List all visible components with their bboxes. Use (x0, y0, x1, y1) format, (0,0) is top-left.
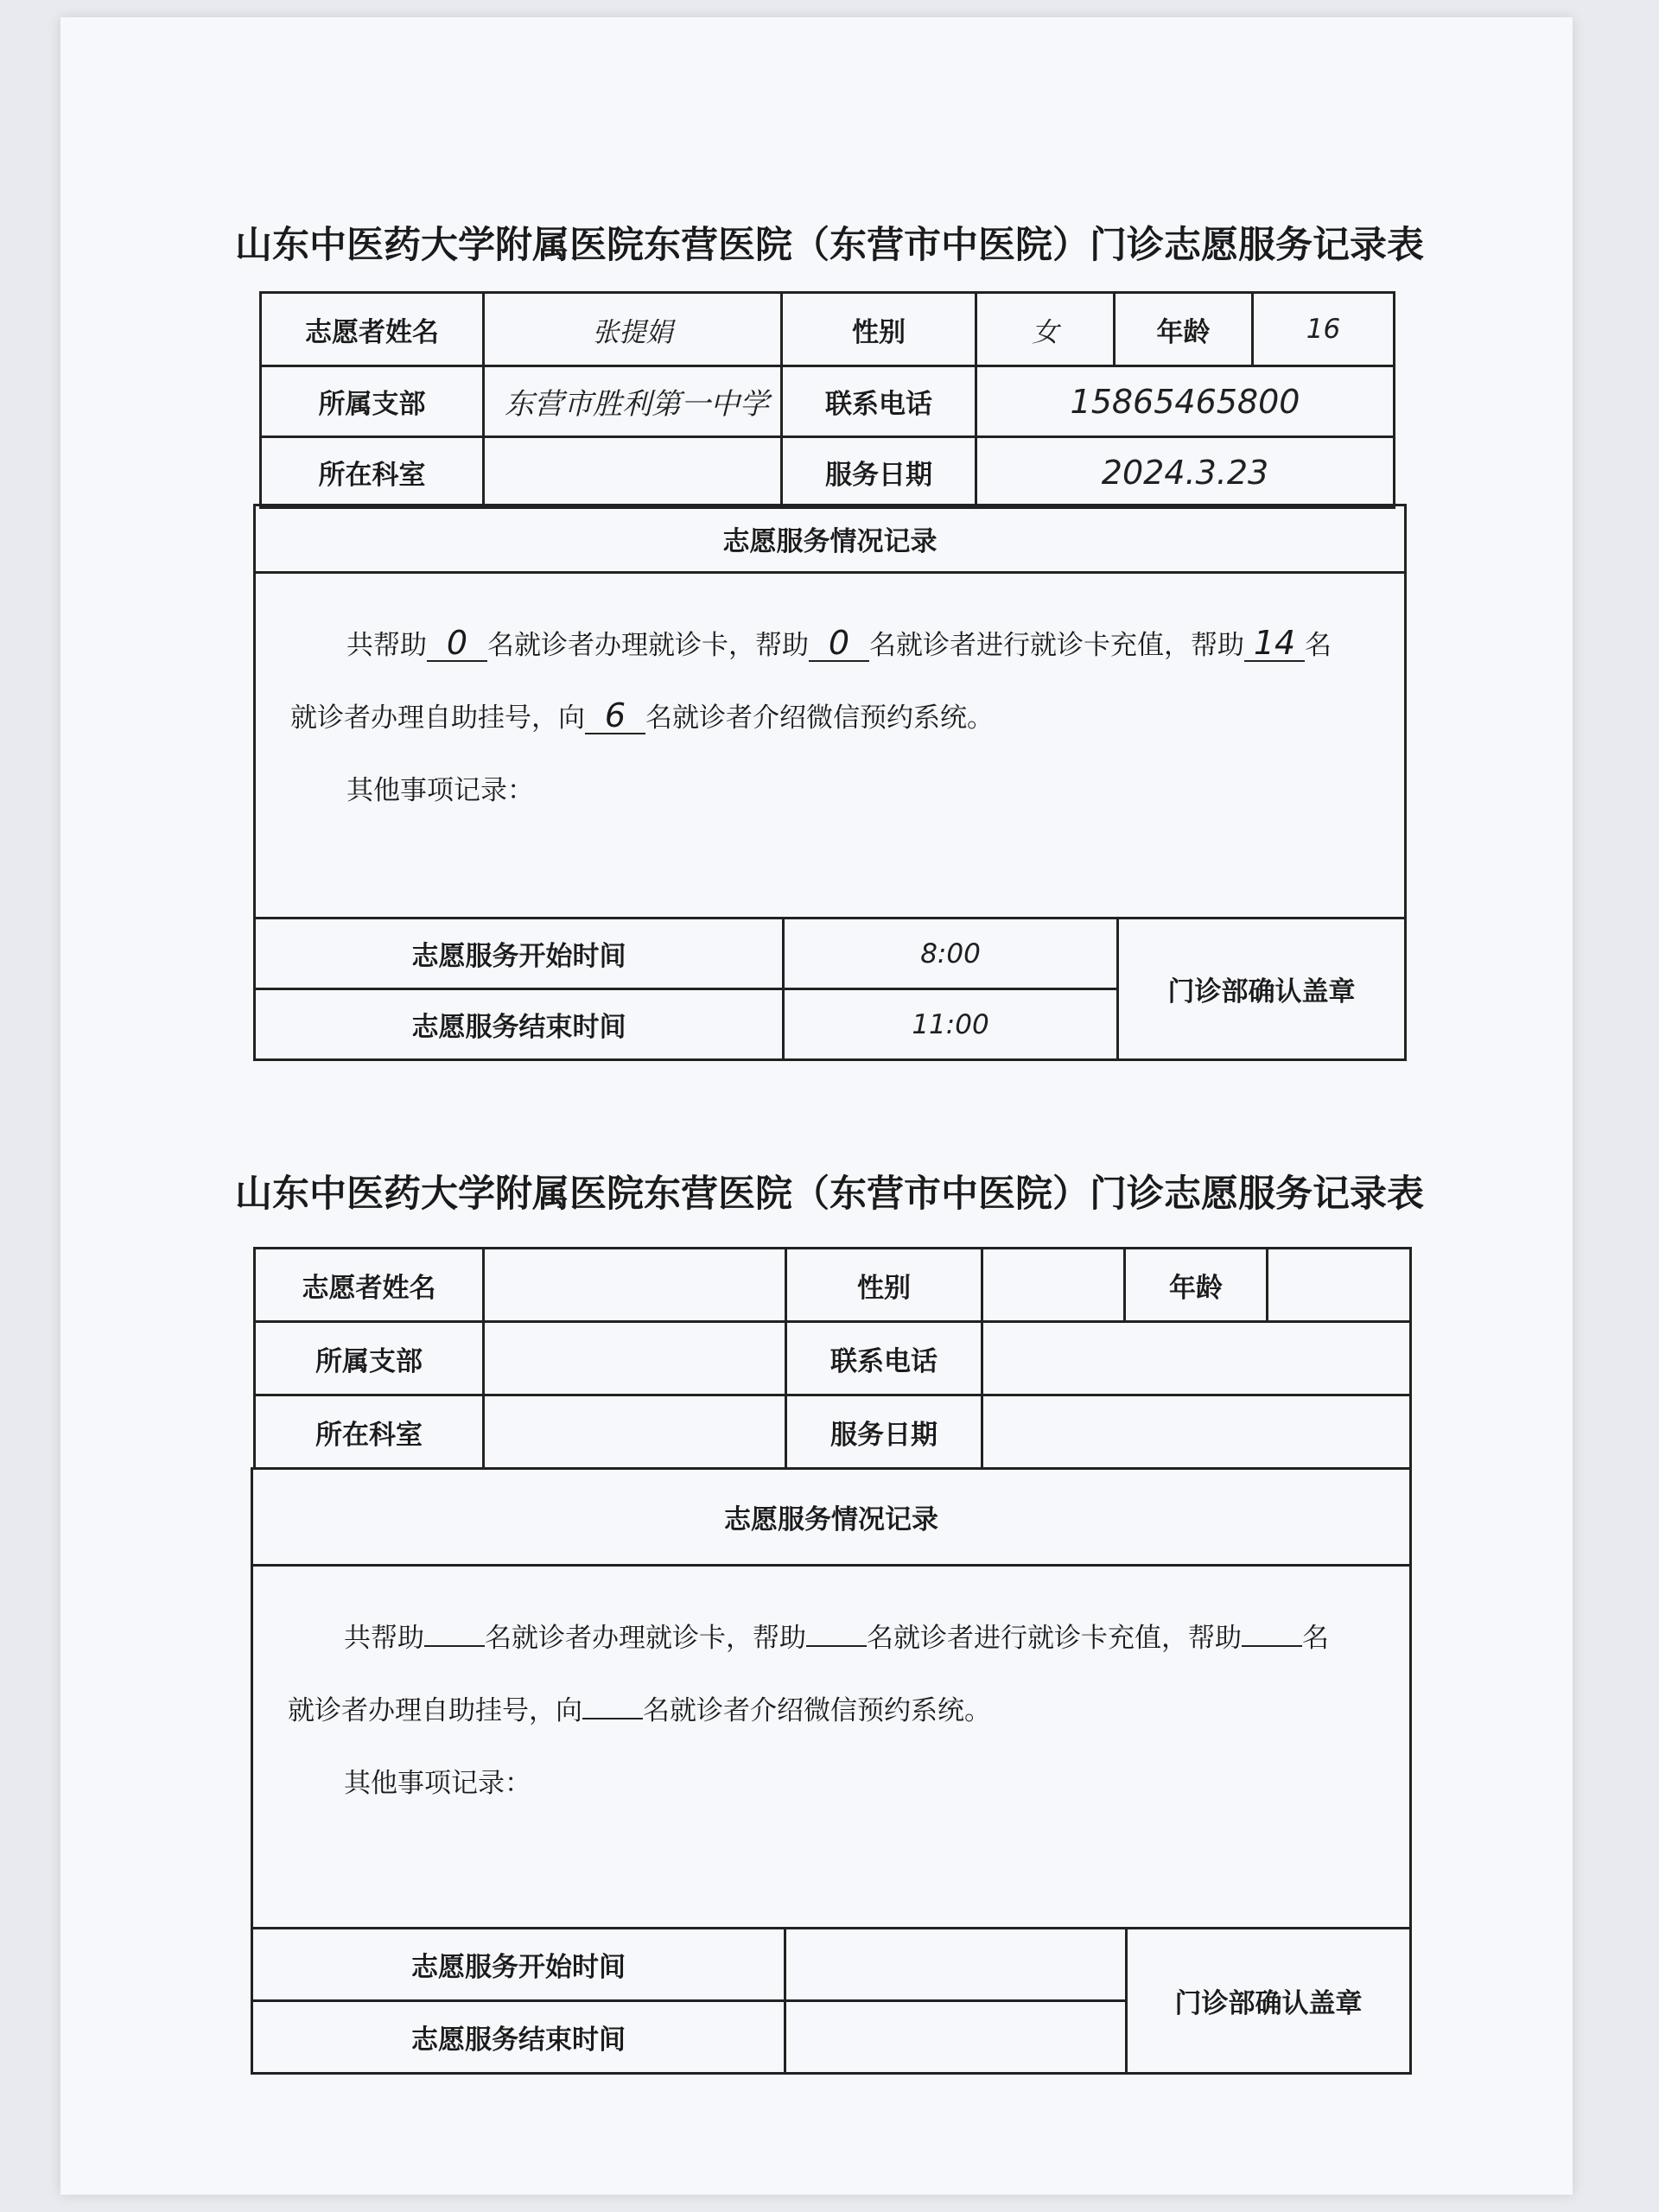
date-value[interactable] (982, 1395, 1411, 1469)
stamp-label: 门诊部确认盖章 (1118, 918, 1406, 1060)
other-notes-label: 其他事项记录： (344, 1768, 531, 1799)
start-time-value[interactable] (785, 1929, 1127, 2001)
phone-label: 联系电话 (782, 366, 976, 437)
name-value[interactable]: 张提娟 (484, 293, 782, 366)
end-time-value[interactable] (785, 2001, 1127, 2074)
branch-value[interactable] (484, 1322, 786, 1395)
date-label: 服务日期 (786, 1395, 982, 1469)
dept-label: 所在科室 (261, 437, 484, 508)
date-label: 服务日期 (782, 437, 976, 508)
gender-label: 性别 (782, 293, 976, 366)
end-time-label: 志愿服务结束时间 (252, 2001, 785, 2074)
recharge-count[interactable]: 0 (809, 626, 869, 662)
age-label: 年龄 (1125, 1249, 1268, 1322)
self-register-count[interactable]: 14 (1244, 626, 1305, 662)
card-count[interactable]: 0 (427, 626, 487, 662)
name-value[interactable] (484, 1249, 786, 1322)
service-summary: 共帮助 0 名就诊者办理就诊卡，帮助 0 名就诊者进行就诊卡充值，帮助 14 名 就诊者办理自助挂号，向 6 名就诊者介绍微信预约系统。 其他事项记录： (255, 573, 1406, 918)
start-time-value[interactable]: 8:00 (784, 918, 1118, 989)
wechat-count[interactable]: 6 (585, 698, 645, 734)
phone-value[interactable]: 15865465800 (976, 366, 1395, 437)
age-value[interactable] (1268, 1249, 1411, 1322)
dept-label: 所在科室 (255, 1395, 484, 1469)
service-summary: 共帮助 名就诊者办理就诊卡，帮助 名就诊者进行就诊卡充值，帮助 名 就诊者办理自助挂号，向 名就诊者介绍微信预约系统。 其他事项记录： (252, 1566, 1411, 1929)
dept-value[interactable] (484, 437, 782, 508)
dept-value[interactable] (484, 1395, 786, 1469)
gender-value[interactable]: 女 (976, 293, 1115, 366)
service-table (253, 504, 1407, 1061)
branch-label: 所属支部 (255, 1322, 484, 1395)
section-title: 志愿服务情况记录 (252, 1469, 1411, 1566)
info-table (253, 1247, 1412, 1470)
gender-value[interactable] (982, 1249, 1125, 1322)
card-count[interactable] (424, 1645, 485, 1647)
form-title: 山东中医药大学附属医院东营医院（东营市中医院）门诊志愿服务记录表 (235, 1173, 1424, 1216)
branch-label: 所属支部 (261, 366, 484, 437)
branch-value[interactable]: 东营市胜利第一中学 (484, 366, 782, 437)
recharge-count[interactable] (806, 1645, 867, 1647)
other-notes-label: 其他事项记录： (346, 775, 534, 806)
name-label: 志愿者姓名 (261, 293, 484, 366)
date-value[interactable]: 2024.3.23 (976, 437, 1395, 508)
start-time-label: 志愿服务开始时间 (255, 918, 784, 989)
end-time-value[interactable]: 11:00 (784, 989, 1118, 1060)
service-table (251, 1467, 1412, 2075)
start-time-label: 志愿服务开始时间 (252, 1929, 785, 2001)
info-table (259, 291, 1395, 509)
phone-label: 联系电话 (786, 1322, 982, 1395)
stamp-label: 门诊部确认盖章 (1127, 1929, 1411, 2074)
age-label: 年龄 (1115, 293, 1253, 366)
self-register-count[interactable] (1242, 1645, 1302, 1647)
phone-value[interactable] (982, 1322, 1411, 1395)
wechat-count[interactable] (582, 1718, 643, 1719)
end-time-label: 志愿服务结束时间 (255, 989, 784, 1060)
name-label: 志愿者姓名 (255, 1249, 484, 1322)
section-title: 志愿服务情况记录 (255, 505, 1406, 573)
age-value[interactable]: 16 (1253, 293, 1395, 366)
form-title: 山东中医药大学附属医院东营医院（东营市中医院）门诊志愿服务记录表 (235, 224, 1424, 267)
gender-label: 性别 (786, 1249, 982, 1322)
